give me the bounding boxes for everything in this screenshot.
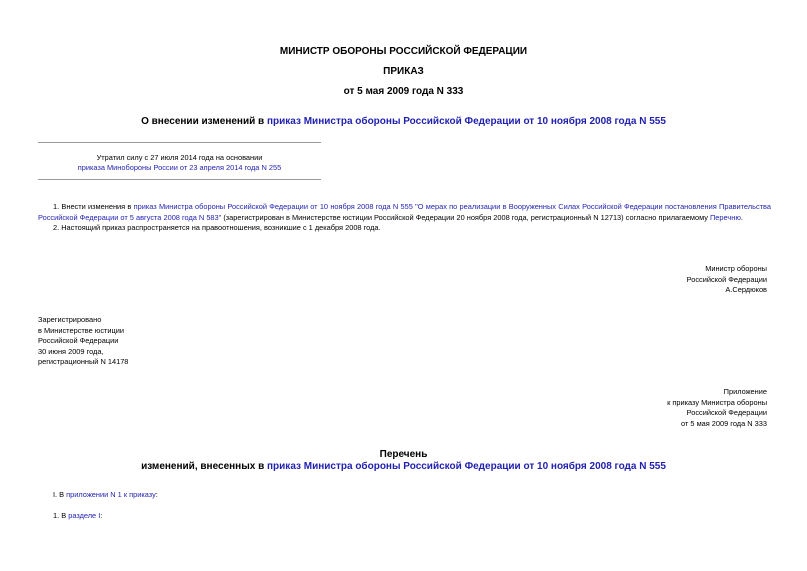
status-note	[38, 153, 321, 174]
appendix-block	[667, 387, 767, 429]
item1-prefix: I. В	[53, 490, 67, 499]
status-note-link[interactable]: приказа Минобороны России от 23 апреля 2014 года N 255	[77, 163, 282, 173]
signature-line1: Министр обороны	[705, 264, 767, 273]
item2-prefix: 1. В	[53, 511, 69, 520]
signature-line2: Российской Федерации	[686, 274, 767, 284]
item1-link[interactable]: приложении N 1 к приказу	[66, 490, 156, 499]
signature-line3: А.Сердюков	[725, 285, 767, 295]
p1-end: .	[740, 212, 743, 222]
paragraph-1	[38, 202, 771, 223]
registration-line1: Зарегистрировано	[38, 315, 102, 324]
appendix-line4: от 5 мая 2009 года N 333	[681, 418, 767, 428]
doc-title-prefix: О внесении изменений в	[141, 116, 267, 127]
p1-prefix: 1. Внести изменения в	[53, 202, 134, 211]
list-subtitle-link[interactable]: приказ Министра обороны Российской Федерации от 10 ноября 2008 года N 555	[267, 461, 666, 472]
ministry-heading: МИНИСТР ОБОРОНЫ РОССИЙСКОЙ ФЕДЕРАЦИИ	[279, 46, 528, 57]
doc-date-heading: от 5 мая 2009 года N 333	[343, 86, 464, 97]
appendix-line1: Приложение	[723, 387, 767, 396]
doc-type-heading: ПРИКАЗ	[383, 66, 424, 77]
doc-title-link[interactable]: приказ Министра обороны Российской Федерации от 10 ноября 2008 года N 555	[266, 116, 666, 127]
paragraph-2: 2. Настоящий приказ распространяется на правоотношения, возникшие с 1 декабря 2008 года.	[53, 223, 381, 232]
item2-link[interactable]: разделе I	[68, 511, 101, 520]
item1-end: :	[155, 490, 158, 499]
list-subtitle	[0, 461, 807, 472]
registration-line4: 30 июня 2009 года,	[38, 346, 104, 356]
item2-end: :	[100, 511, 103, 520]
registration-line3: Российской Федерации	[38, 336, 119, 346]
list-item-annex	[53, 490, 158, 501]
status-rule-top	[38, 142, 321, 143]
p1-link-order[interactable]: приказ Министра обороны Российской Федерации от 10 ноября 2008 года N 555 "О мерах по реализации в Вооруженных Силах Российской Федерации постановления Правительства Российской Федерации от 5 августа 2008 года N 583"	[38, 202, 771, 222]
list-title: Перечень	[379, 449, 428, 460]
doc-title	[0, 116, 807, 127]
signature-block	[687, 264, 767, 296]
list-subtitle-prefix: изменений, внесенных в	[141, 461, 268, 472]
list-item-section	[53, 511, 102, 522]
registration-block	[38, 315, 128, 368]
status-rule-bottom	[38, 179, 321, 180]
appendix-line2: к приказу Министра обороны	[667, 397, 767, 407]
registration-line5: регистрационный N 14178	[38, 357, 129, 367]
p1-middle: (зарегистрирован в Министерстве юстиции Российской Федерации 20 ноября 2008 года, регистрационный N 12713) согласно прилагаемому	[221, 212, 710, 222]
status-note-line1: Утратил силу с 27 июля 2014 года на основании	[96, 153, 263, 162]
registration-line2: в Министерстве юстиции	[38, 325, 125, 335]
p1-link-list[interactable]: Перечню	[710, 212, 741, 222]
appendix-line3: Российской Федерации	[686, 408, 767, 418]
